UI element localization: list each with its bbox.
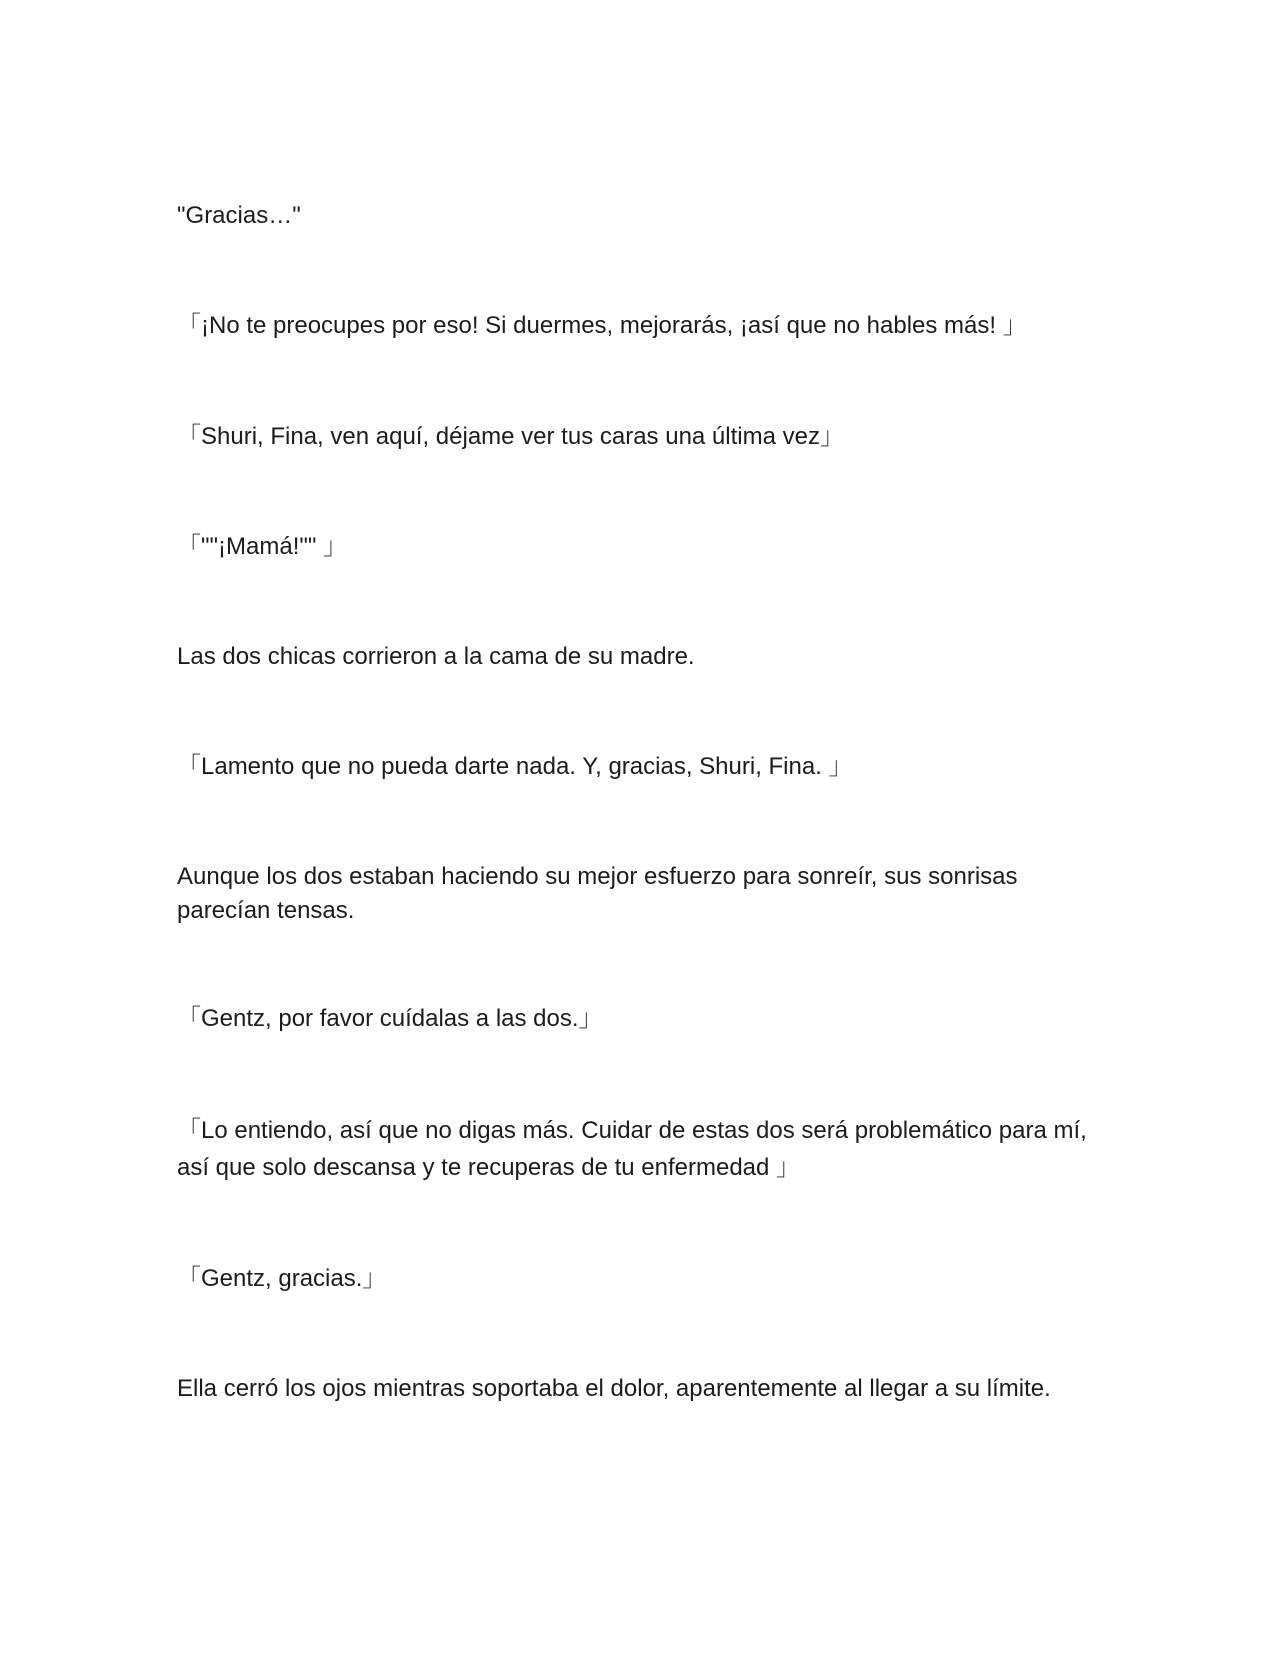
paragraph-7: Aunque los dos estaban haciendo su mejor esfuerzo para sonreír, sus sonrisas parecían tensas. xyxy=(177,863,1018,924)
paragraph-6: 「Lamento que no pueda darte nada. Y, gracias, Shuri, Fina. 」 xyxy=(177,753,853,780)
paragraph-1: "Gracias…" xyxy=(177,202,301,229)
paragraph-10: 「Gentz, gracias.」 xyxy=(177,1265,387,1292)
paragraph-9: 「Lo entiendo, así que no digas más. Cuidar de estas dos será problemático para mí, así que solo descansa y te recuperas de tu enfermedad 」 xyxy=(177,1117,1087,1181)
paragraph-11: Ella cerró los ojos mientras soportaba el dolor, aparentemente al llegar a su límite. xyxy=(177,1375,1051,1402)
paragraph-8: 「Gentz, por favor cuídalas a las dos.」 xyxy=(177,1005,603,1032)
paragraph-5: Las dos chicas corrieron a la cama de su madre. xyxy=(177,643,695,670)
paragraph-3: 「Shuri, Fina, ven aquí, déjame ver tus caras una última vez」 xyxy=(177,423,844,450)
paragraph-2: 「¡No te preocupes por eso! Si duermes, mejorarás, ¡así que no hables más! 」 xyxy=(177,312,1027,339)
paragraph-4: 「""¡Mamá!"" 」 xyxy=(177,533,348,560)
